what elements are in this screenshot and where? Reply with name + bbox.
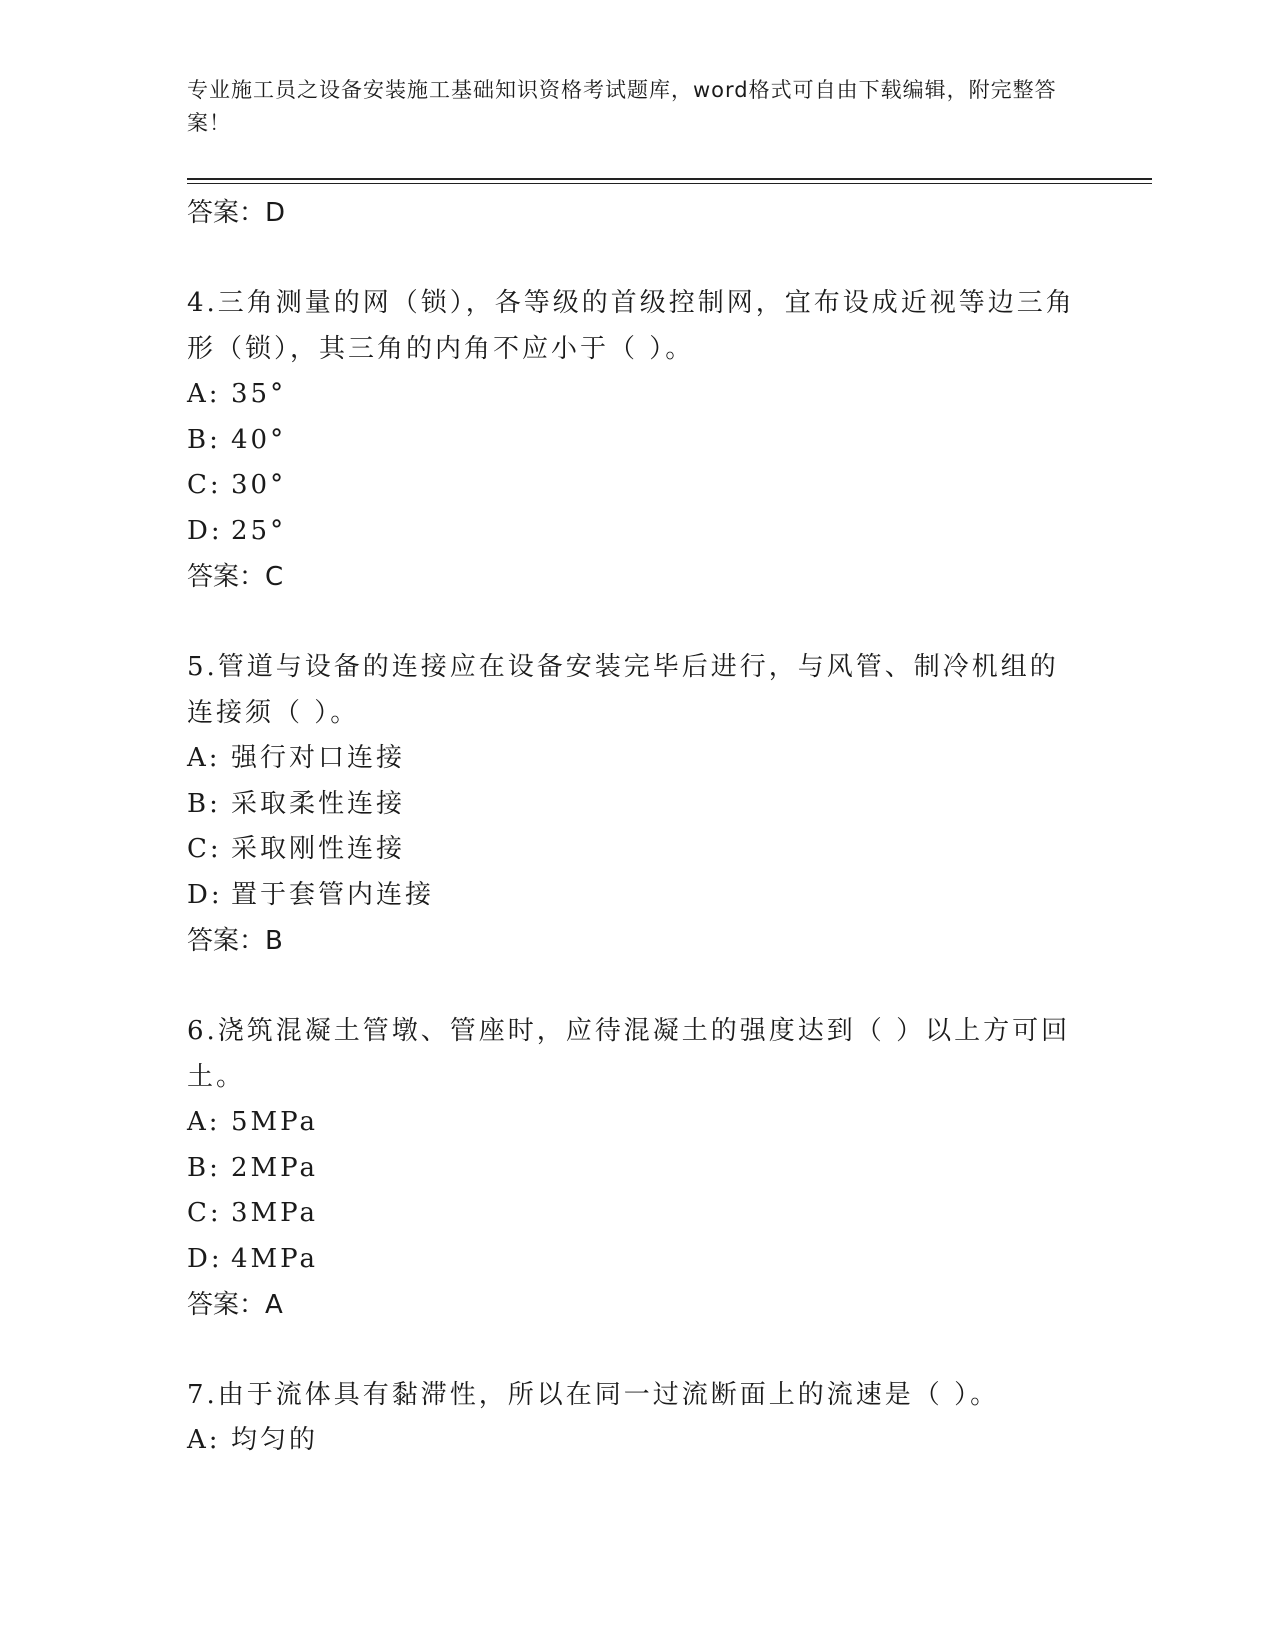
option-text: 均匀的	[231, 1425, 319, 1455]
option-letter: A:	[187, 1107, 221, 1137]
option-letter: C:	[187, 1198, 222, 1228]
answer-line: 答案：A	[187, 1290, 283, 1320]
option-b	[187, 782, 1087, 828]
option-a	[187, 1418, 1087, 1464]
answer-line: 答案：D	[187, 198, 286, 228]
option-text: 40°	[231, 424, 287, 455]
option-letter: B:	[187, 1152, 221, 1183]
option-letter: A:	[187, 1425, 221, 1455]
option-d	[187, 509, 1087, 555]
option-d	[187, 1237, 1087, 1283]
option-c	[187, 1191, 1087, 1237]
option-b	[187, 1146, 1087, 1192]
question-list	[187, 190, 1087, 1464]
option-letter: D:	[187, 879, 223, 910]
header-rule-thin	[187, 183, 1152, 184]
option-letter: A:	[187, 743, 221, 773]
header-rule	[187, 178, 1152, 180]
option-a	[187, 736, 1087, 782]
option-text: 35°	[231, 379, 287, 409]
option-a	[187, 1100, 1087, 1146]
question-block	[187, 280, 1087, 600]
question-text: 6.浇筑混凝土管墩、管座时，应待混凝土的强度达到（ ）以上方可回土。	[187, 1016, 1071, 1092]
option-text: 强行对口连接	[231, 743, 406, 773]
option-text: 采取刚性连接	[231, 834, 406, 864]
question-block	[187, 644, 1087, 964]
option-text: 5MPa	[231, 1107, 318, 1137]
option-text: 2MPa	[231, 1152, 318, 1183]
question-block	[187, 1008, 1087, 1328]
question-text: 7.由于流体具有黏滞性，所以在同一过流断面上的流速是（ ）。	[187, 1380, 1000, 1410]
question-text: 5.管道与设备的连接应在设备安装完毕后进行，与风管、制冷机组的连接须（ ）。	[187, 652, 1059, 728]
option-text: 3MPa	[231, 1198, 318, 1228]
option-c	[187, 827, 1087, 873]
option-text: 采取柔性连接	[231, 788, 406, 819]
answer-line: 答案：C	[187, 562, 284, 592]
document-header: 专业施工员之设备安装施工基础知识资格考试题库，word格式可自由下载编辑，附完整答案！	[187, 78, 1057, 135]
option-letter: D:	[187, 1243, 223, 1274]
option-letter: D:	[187, 515, 223, 546]
option-b	[187, 418, 1087, 464]
option-letter: C:	[187, 834, 222, 864]
option-a	[187, 372, 1087, 418]
option-text: 4MPa	[231, 1243, 318, 1274]
option-text: 30°	[231, 470, 287, 500]
question-block	[187, 1372, 1087, 1464]
option-c	[187, 463, 1087, 509]
option-letter: A:	[187, 379, 221, 409]
option-text: 25°	[231, 515, 287, 546]
option-letter: C:	[187, 470, 222, 500]
option-letter: B:	[187, 788, 221, 819]
answer-line: 答案：B	[187, 926, 283, 956]
option-letter: B:	[187, 424, 221, 455]
option-text: 置于套管内连接	[231, 879, 435, 910]
option-d	[187, 873, 1087, 919]
question-text: 4.三角测量的网（锁），各等级的首级控制网，宜布设成近视等边三角形（锁），其三角的内角不应小于（ ）。	[187, 288, 1075, 364]
